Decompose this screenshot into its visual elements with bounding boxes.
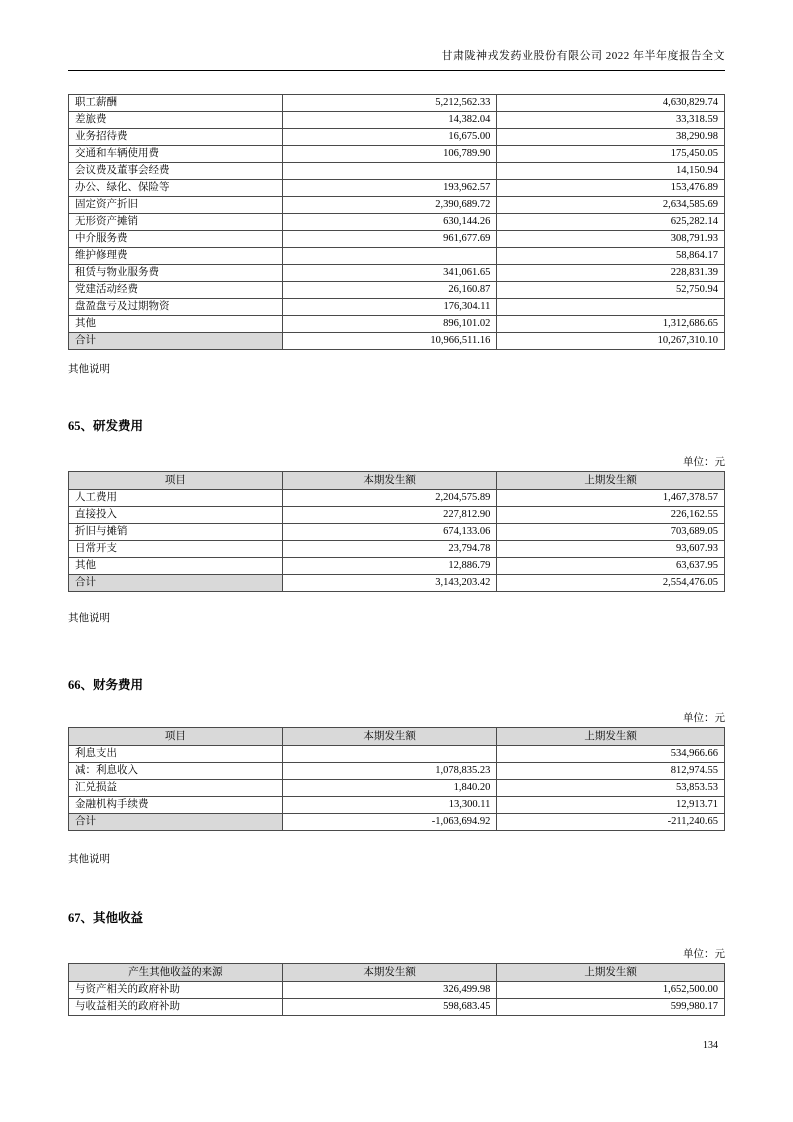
row-label-cell: 差旅费 (69, 112, 283, 129)
row-label-cell: 人工费用 (69, 490, 283, 507)
current-amount-cell: 674,133.06 (282, 524, 497, 541)
current-amount-cell (282, 163, 497, 180)
other-note: 其他说明 (68, 364, 110, 375)
row-label-cell: 利息支出 (69, 746, 283, 763)
prior-amount-cell: 226,162.55 (497, 507, 725, 524)
row-label-cell: 减：利息收入 (69, 763, 283, 780)
current-amount-cell: 14,382.04 (282, 112, 497, 129)
current-amount-cell: 23,794.78 (282, 541, 497, 558)
prior-amount-cell: 308,791.93 (497, 231, 725, 248)
current-amount-cell: 106,789.90 (282, 146, 497, 163)
prior-amount-cell: 228,831.39 (497, 265, 725, 282)
section-65-rd-expense (68, 418, 725, 625)
table-row (69, 763, 725, 780)
table-header-row (69, 964, 725, 982)
table-row (69, 982, 725, 999)
row-label-cell: 其他 (69, 558, 283, 575)
prior-amount-cell (497, 299, 725, 316)
current-amount-cell: 12,886.79 (282, 558, 497, 575)
section-heading: 65、研发费用 (68, 419, 144, 433)
row-label-cell: 维护修理费 (69, 248, 283, 265)
prior-amount-cell: 58,864.17 (497, 248, 725, 265)
page-number: 134 (703, 1040, 718, 1051)
table-row (69, 282, 725, 299)
unit-label: 单位：元 (683, 713, 725, 724)
prior-amount-cell: 10,267,310.10 (497, 333, 725, 350)
column-header-current-period: 本期发生额 (282, 728, 497, 746)
current-amount-cell: 2,204,575.89 (282, 490, 497, 507)
table-row (69, 558, 725, 575)
prior-amount-cell: 703,689.05 (497, 524, 725, 541)
current-amount-cell: 26,160.87 (282, 282, 497, 299)
table-row (69, 163, 725, 180)
prior-amount-cell: 4,630,829.74 (497, 95, 725, 112)
table-row (69, 231, 725, 248)
table-row (69, 746, 725, 763)
row-label-cell: 租赁与物业服务费 (69, 265, 283, 282)
table-row (69, 299, 725, 316)
prior-amount-cell: 2,634,585.69 (497, 197, 725, 214)
current-amount-cell: 2,390,689.72 (282, 197, 497, 214)
prior-amount-cell: 63,637.95 (497, 558, 725, 575)
prior-amount-cell: -211,240.65 (497, 814, 725, 831)
current-amount-cell: 630,144.26 (282, 214, 497, 231)
table-row (69, 197, 725, 214)
current-amount-cell: 5,212,562.33 (282, 95, 497, 112)
row-label-cell: 与资产相关的政府补助 (69, 982, 283, 999)
prior-amount-cell: 52,750.94 (497, 282, 725, 299)
total-row (69, 575, 725, 592)
prior-amount-cell: 2,554,476.05 (497, 575, 725, 592)
table-row (69, 524, 725, 541)
prior-amount-cell: 53,853.53 (497, 780, 725, 797)
current-amount-cell: 3,143,203.42 (282, 575, 497, 592)
row-label-cell: 职工薪酬 (69, 95, 283, 112)
section-66-finance-expense (68, 677, 725, 866)
row-label-cell: 直接投入 (69, 507, 283, 524)
prior-amount-cell: 1,467,378.57 (497, 490, 725, 507)
table-row (69, 95, 725, 112)
row-label-cell: 汇兑损益 (69, 780, 283, 797)
table-row (69, 797, 725, 814)
current-amount-cell (282, 248, 497, 265)
row-label-cell: 固定资产折旧 (69, 197, 283, 214)
current-amount-cell: 961,677.69 (282, 231, 497, 248)
table-header-row (69, 728, 725, 746)
row-label-cell: 折旧与摊销 (69, 524, 283, 541)
prior-amount-cell: 38,290.98 (497, 129, 725, 146)
prior-amount-cell: 625,282.14 (497, 214, 725, 231)
table-row (69, 146, 725, 163)
current-amount-cell: 1,840.20 (282, 780, 497, 797)
row-label-cell: 与收益相关的政府补助 (69, 999, 283, 1016)
section-heading: 66、财务费用 (68, 678, 144, 692)
column-header-current-period: 本期发生额 (282, 472, 497, 490)
table-row (69, 541, 725, 558)
prior-amount-cell: 812,974.55 (497, 763, 725, 780)
other-income-table (68, 963, 725, 1016)
finance-expense-table (68, 727, 725, 831)
prior-amount-cell: 12,913.71 (497, 797, 725, 814)
current-amount-cell: 193,962.57 (282, 180, 497, 197)
current-amount-cell: 10,966,511.16 (282, 333, 497, 350)
prior-amount-cell: 1,312,686.65 (497, 316, 725, 333)
prior-amount-cell: 14,150.94 (497, 163, 725, 180)
column-header-item: 项目 (69, 728, 283, 746)
row-label-cell: 合计 (69, 333, 283, 350)
table-row (69, 214, 725, 231)
table-row (69, 265, 725, 282)
prior-amount-cell: 93,607.93 (497, 541, 725, 558)
row-label-cell: 盘盈盘亏及过期物资 (69, 299, 283, 316)
current-amount-cell: 326,499.98 (282, 982, 497, 999)
column-header-item: 项目 (69, 472, 283, 490)
row-label-cell: 中介服务费 (69, 231, 283, 248)
row-label-cell: 党建活动经费 (69, 282, 283, 299)
column-header-current-period: 本期发生额 (282, 964, 497, 982)
table-row (69, 248, 725, 265)
current-amount-cell: 1,078,835.23 (282, 763, 497, 780)
table-row (69, 316, 725, 333)
row-label-cell: 合计 (69, 814, 283, 831)
row-label-cell: 日常开支 (69, 541, 283, 558)
prior-amount-cell: 175,450.05 (497, 146, 725, 163)
current-amount-cell: -1,063,694.92 (282, 814, 497, 831)
column-header-prior-period: 上期发生额 (497, 964, 725, 982)
table-row (69, 112, 725, 129)
column-header-prior-period: 上期发生额 (497, 728, 725, 746)
prior-amount-cell: 33,318.59 (497, 112, 725, 129)
other-note: 其他说明 (68, 854, 110, 865)
row-label-cell: 业务招待费 (69, 129, 283, 146)
table-header-row (69, 472, 725, 490)
row-label-cell: 会议费及董事会经费 (69, 163, 283, 180)
section-heading: 67、其他收益 (68, 911, 144, 925)
prior-amount-cell: 599,980.17 (497, 999, 725, 1016)
table-row (69, 180, 725, 197)
total-row (69, 814, 725, 831)
current-amount-cell: 598,683.45 (282, 999, 497, 1016)
current-amount-cell (282, 746, 497, 763)
header-rule (68, 70, 725, 71)
current-amount-cell: 13,300.11 (282, 797, 497, 814)
unit-label: 单位：元 (683, 457, 725, 468)
current-amount-cell: 176,304.11 (282, 299, 497, 316)
row-label-cell: 无形资产摊销 (69, 214, 283, 231)
rd-expense-table (68, 471, 725, 592)
row-label-cell: 合计 (69, 575, 283, 592)
running-head-title: 甘肃陇神戎发药业股份有限公司 2022 年半年度报告全文 (441, 50, 725, 62)
unit-label: 单位：元 (683, 949, 725, 960)
prior-amount-cell: 153,476.89 (497, 180, 725, 197)
column-header-source: 产生其他收益的来源 (69, 964, 283, 982)
admin-expense-continuation-table (68, 94, 725, 350)
table-row (69, 999, 725, 1016)
row-label-cell: 交通和车辆使用费 (69, 146, 283, 163)
table-row (69, 507, 725, 524)
section-67-other-income (68, 910, 725, 1016)
current-amount-cell: 227,812.90 (282, 507, 497, 524)
table-row (69, 129, 725, 146)
total-row (69, 333, 725, 350)
current-amount-cell: 896,101.02 (282, 316, 497, 333)
prior-amount-cell: 534,966.66 (497, 746, 725, 763)
row-label-cell: 其他 (69, 316, 283, 333)
prior-amount-cell: 1,652,500.00 (497, 982, 725, 999)
table-row (69, 490, 725, 507)
row-label-cell: 金融机构手续费 (69, 797, 283, 814)
other-note: 其他说明 (68, 613, 110, 624)
table-row (69, 780, 725, 797)
row-label-cell: 办公、绿化、保险等 (69, 180, 283, 197)
current-amount-cell: 16,675.00 (282, 129, 497, 146)
column-header-prior-period: 上期发生额 (497, 472, 725, 490)
current-amount-cell: 341,061.65 (282, 265, 497, 282)
